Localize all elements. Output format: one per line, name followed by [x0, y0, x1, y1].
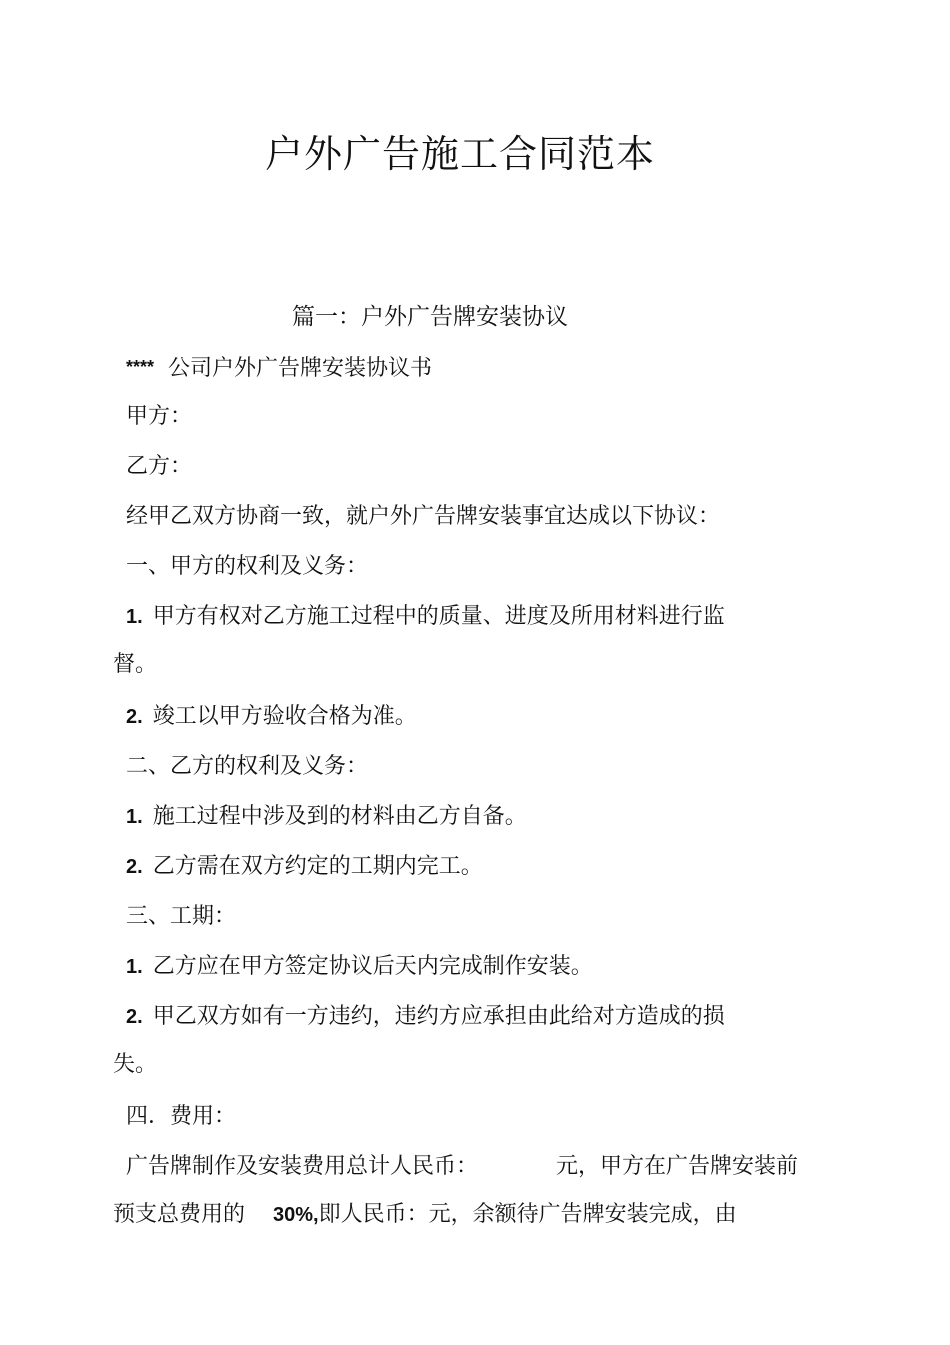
company-line: [126, 350, 432, 386]
company-line-text: 公司户外广告牌安装协议书: [168, 356, 433, 381]
section3-item2-text: 甲乙双方如有一方违约，违约方应承担由此给对方造成的损: [152, 1004, 725, 1029]
section1-item1: [126, 600, 725, 634]
section1-item1-continuation: 督。: [113, 652, 158, 677]
fee-prepay-label: 预支总费用的: [113, 1202, 246, 1227]
intro-paragraph: 经甲乙双方协商一致，就户外广告牌安装事宜达成以下协议：: [126, 504, 721, 529]
section1-item2-number: 2.: [126, 706, 143, 728]
section3-item2-number: 2.: [126, 1006, 143, 1028]
company-stars: ****: [126, 357, 155, 377]
fee-total-label: 广告牌制作及安装费用总计人民币：: [126, 1154, 479, 1179]
fee-line-2: [113, 1198, 737, 1232]
section3-heading: 三、工期：: [126, 904, 237, 929]
section3-item2: [126, 1000, 725, 1034]
section1-item1-text: 甲方有权对乙方施工过程中的质量、进度及所用材料进行监: [152, 604, 725, 629]
fee-percent: 30%,: [273, 1204, 319, 1226]
section1-heading: 一、甲方的权利及义务：: [126, 554, 369, 579]
section1-item2: [126, 700, 417, 734]
section1-item1-number: 1.: [126, 606, 143, 628]
section3-item2-continuation: 失。: [113, 1052, 158, 1077]
section2-item1: [126, 800, 527, 834]
section4-heading: 四．费用：: [126, 1104, 237, 1129]
party-b-label: 乙方：: [126, 454, 193, 479]
document-subtitle: 篇一：户外广告牌安装协议: [292, 304, 568, 330]
section3-item1-number: 1.: [126, 956, 143, 978]
party-a-label: 甲方：: [126, 404, 193, 429]
section2-item1-number: 1.: [126, 806, 143, 828]
section1-item2-text: 竣工以甲方验收合格为准。: [152, 704, 417, 729]
section2-item1-text: 施工过程中涉及到的材料由乙方自备。: [152, 804, 527, 829]
section3-item1-text: 乙方应在甲方签定协议后天内完成制作安装。: [152, 954, 593, 979]
section2-heading: 二、乙方的权利及义务：: [126, 754, 369, 779]
section3-item1: [126, 950, 593, 984]
section2-item2-text: 乙方需在双方约定的工期内完工。: [152, 854, 483, 879]
fee-prepay-text: 元，甲方在广告牌安装前: [556, 1154, 799, 1179]
document-title: 户外广告施工合同范本: [264, 132, 655, 176]
section2-item2: [126, 850, 483, 884]
fee-balance-text: 即人民币：元，余额待广告牌安装完成，由: [318, 1202, 737, 1227]
section2-item2-number: 2.: [126, 856, 143, 878]
fee-line-1: [126, 1150, 798, 1184]
